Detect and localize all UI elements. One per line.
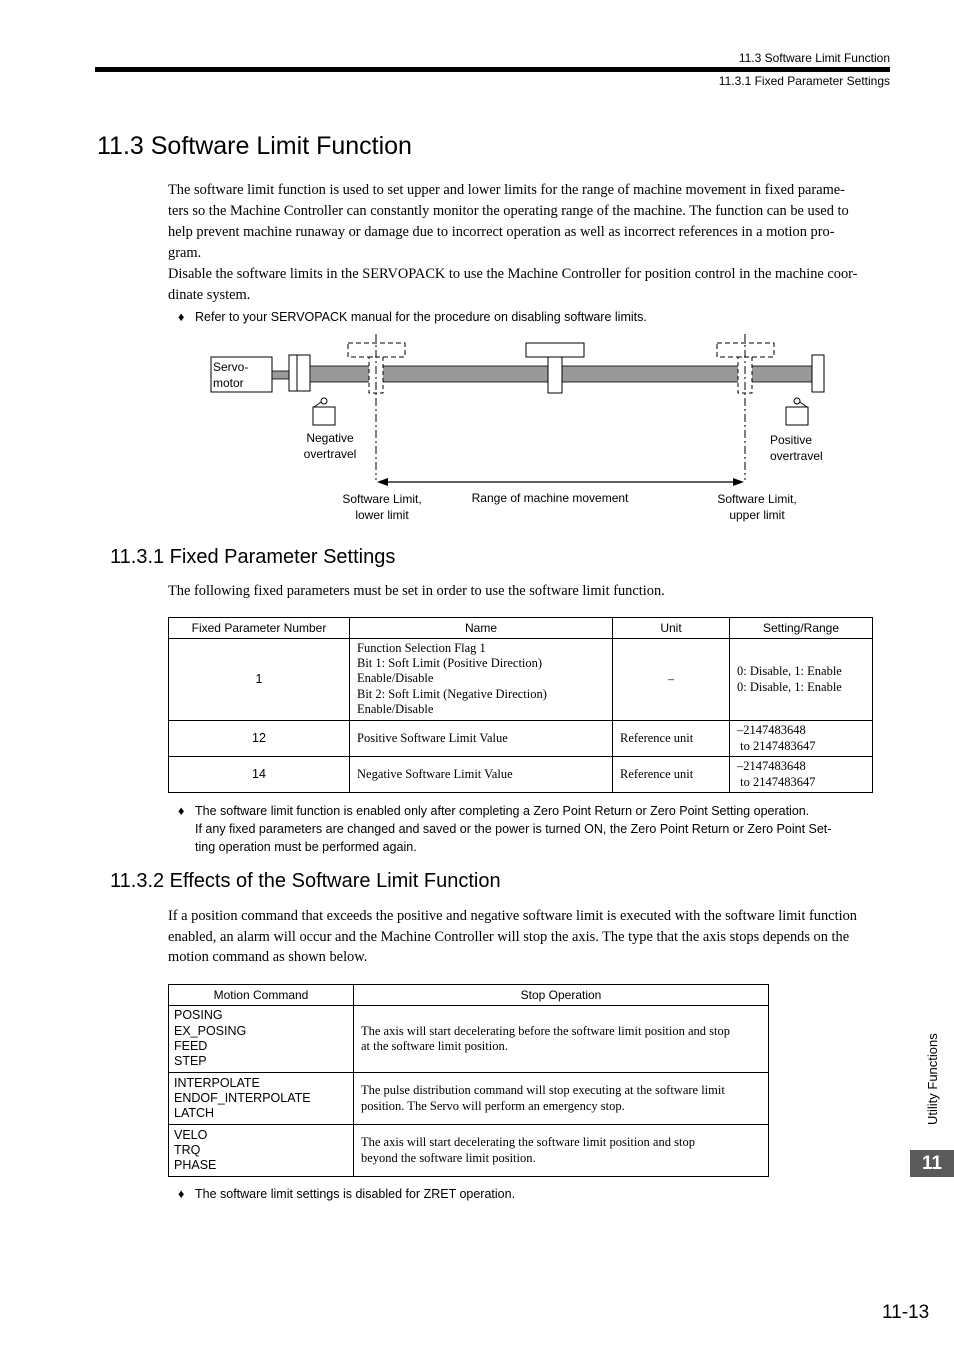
table-row	[169, 1006, 769, 1073]
stop-operation	[354, 1125, 769, 1177]
column-header: Setting/Range	[730, 618, 873, 639]
parameter-name: Negative Software Limit Value	[350, 757, 613, 793]
column-header: Stop Operation	[354, 985, 769, 1006]
cell-line: Bit 2: Soft Limit (Negative Direction)	[357, 686, 547, 701]
intro-line: dinate system.	[168, 287, 251, 303]
running-header-section: 11.3 Software Limit Function	[738, 51, 890, 65]
software-limit-note	[195, 802, 895, 856]
intro-line: ters so the Machine Controller can constantly monitor the operating range of the machine. The function can be used to	[168, 203, 849, 219]
note-line: If any fixed parameters are changed and saved or the power is turned ON, the Zero Point Return or Zero Point Set-	[195, 822, 832, 836]
stop-operation	[354, 1073, 769, 1125]
parameter-number: 12	[169, 721, 350, 757]
label-line: Software Limit,	[342, 492, 422, 506]
positive-overtravel-switch	[786, 407, 808, 425]
intro-bullet-text: Refer to your SERVOPACK manual for the procedure on disabling software limits.	[195, 310, 647, 324]
table-header-row	[169, 618, 873, 639]
cell-line: to 2147483647	[737, 738, 816, 753]
column-header: Name	[350, 618, 613, 639]
effects-intro	[168, 906, 890, 968]
cell-line: Bit 1: Soft Limit (Positive Direction)	[357, 656, 543, 671]
stop-operation-table	[168, 984, 769, 1177]
note-line: ting operation must be performed again.	[195, 840, 417, 854]
range-arrowhead-left	[377, 478, 388, 486]
cell-line: at the software limit position.	[361, 1039, 508, 1053]
motor-shaft	[272, 371, 289, 379]
table-row	[169, 721, 873, 757]
cell-line: POSING	[174, 1008, 223, 1023]
negative-overtravel-switch	[313, 407, 335, 425]
table-row	[169, 757, 873, 793]
parameter-range	[730, 721, 873, 757]
zret-note: The software limit settings is disabled for ZRET operation.	[195, 1187, 516, 1201]
cell-line: Function Selection Flag 1	[357, 640, 486, 655]
cell-line: –2147483648	[737, 723, 806, 738]
table-row	[169, 639, 873, 721]
cell-line: ENDOF_INTERPOLATE	[174, 1090, 311, 1105]
column-header: Fixed Parameter Number	[169, 618, 350, 639]
chapter-tab: 11	[910, 1150, 954, 1177]
header-rule	[95, 67, 890, 72]
label-line: motor	[213, 376, 244, 390]
cell-line: FEED	[174, 1039, 208, 1053]
table-header-row	[169, 985, 769, 1006]
label-line: upper limit	[729, 508, 785, 522]
chapter-side-label: Utility Functions	[925, 1033, 940, 1125]
cell-line: EX_POSING	[174, 1023, 247, 1038]
parameter-name: Positive Software Limit Value	[350, 721, 613, 757]
parameter-name	[350, 639, 613, 721]
negative-overtravel-label	[296, 430, 364, 462]
coupling-right	[297, 355, 310, 391]
positive-overtravel-label	[770, 432, 823, 464]
intro-line: The software limit function is used to set upper and lower limits for the range of machine movement in fixed parame-	[168, 182, 845, 198]
intro-line: Disable the software limits in the SERVOPACK to use the Machine Controller for position control in the machine coor-	[168, 266, 858, 282]
cell-line: TRQ	[174, 1142, 201, 1157]
table-row	[169, 1125, 769, 1177]
intro-paragraph-2	[168, 264, 890, 306]
machine-table	[526, 343, 584, 357]
intro-line: If a position command that exceeds the positive and negative software limit is executed with the software limit function	[168, 908, 857, 924]
parameter-number: 1	[169, 639, 350, 721]
cell-line: 0: Disable, 1: Enable	[737, 664, 842, 679]
cell-line: STEP	[174, 1054, 207, 1069]
label-line: Positive	[770, 433, 813, 447]
label-line: Servo-	[213, 360, 249, 374]
column-header: Motion Command	[169, 985, 354, 1006]
column-header: Unit	[613, 618, 730, 639]
cell-line: The pulse distribution command will stop executing at the software limit	[361, 1083, 725, 1098]
upper-limit-label	[707, 491, 807, 523]
label-line: Negative	[306, 431, 354, 445]
label-line: overtravel	[303, 447, 357, 461]
cell-line: to 2147483647	[737, 774, 816, 789]
section-heading-effects: 11.3.2 Effects of the Software Limit Function	[110, 870, 501, 892]
parameter-unit: Reference unit	[613, 757, 730, 793]
cell-line: INTERPOLATE	[174, 1075, 260, 1090]
cell-line: VELO	[174, 1127, 208, 1142]
table-row	[169, 1073, 769, 1125]
cell-line: –2147483648	[737, 759, 806, 774]
parameter-range	[730, 757, 873, 793]
fixed-parameters-intro: The following fixed parameters must be set in order to use the software limit function.	[168, 583, 665, 599]
cell-line: Enable/Disable	[357, 701, 434, 716]
cell-line: The axis will start decelerating before the software limit position and stop	[361, 1023, 730, 1038]
intro-line: help prevent machine runaway or damage due to incorrect operation as well as incorrect references in a motion pro-	[168, 224, 835, 240]
intro-line: gram.	[168, 245, 202, 261]
carriage-block	[548, 357, 562, 393]
intro-paragraph-1	[168, 180, 890, 264]
cell-line: PHASE	[174, 1158, 217, 1173]
label-line: overtravel	[770, 449, 823, 463]
stop-operation	[354, 1006, 769, 1073]
note-line: The software limit function is enabled only after completing a Zero Point Return or Zero Point Setting operation.	[195, 804, 810, 818]
motion-commands	[169, 1125, 354, 1177]
cell-line: The axis will start decelerating the software limit position and stop	[361, 1135, 695, 1150]
label-line: Software Limit,	[717, 492, 797, 506]
range-arrowhead-right	[733, 478, 744, 486]
bullet-marker: ♦	[178, 804, 185, 818]
range-label: Range of machine movement	[471, 491, 629, 505]
bullet-marker: ♦	[178, 310, 185, 324]
cell-line: beyond the software limit position.	[361, 1150, 536, 1165]
cell-line: position. The Servo will perform an emergency stop.	[361, 1098, 625, 1113]
intro-line: enabled, an alarm will occur and the Machine Controller will stop the axis. The type that the axis stops depends on the	[168, 928, 850, 945]
cell-line: Enable/Disable	[357, 671, 434, 686]
motion-commands	[169, 1006, 354, 1073]
page-title: 11.3 Software Limit Function	[97, 132, 412, 160]
lower-limit-label	[332, 491, 432, 523]
bullet-marker: ♦	[178, 1187, 185, 1201]
servomotor-label	[213, 359, 248, 391]
coupling-left	[289, 355, 297, 391]
motion-commands	[169, 1073, 354, 1125]
intro-line: motion command as shown below.	[168, 949, 368, 965]
parameter-range	[730, 639, 873, 721]
section-heading-fixed-parameters: 11.3.1 Fixed Parameter Settings	[110, 546, 396, 568]
cell-line: LATCH	[174, 1106, 215, 1121]
label-line: lower limit	[355, 508, 409, 522]
running-header-subsection: 11.3.1 Fixed Parameter Settings	[718, 74, 890, 88]
fixed-parameter-table	[168, 617, 873, 793]
page-number: 11-13	[882, 1302, 930, 1323]
end-bearing	[812, 355, 824, 392]
parameter-unit: –	[613, 639, 730, 721]
parameter-number: 14	[169, 757, 350, 793]
parameter-unit: Reference unit	[613, 721, 730, 757]
cell-line: 0: Disable, 1: Enable	[737, 679, 842, 694]
